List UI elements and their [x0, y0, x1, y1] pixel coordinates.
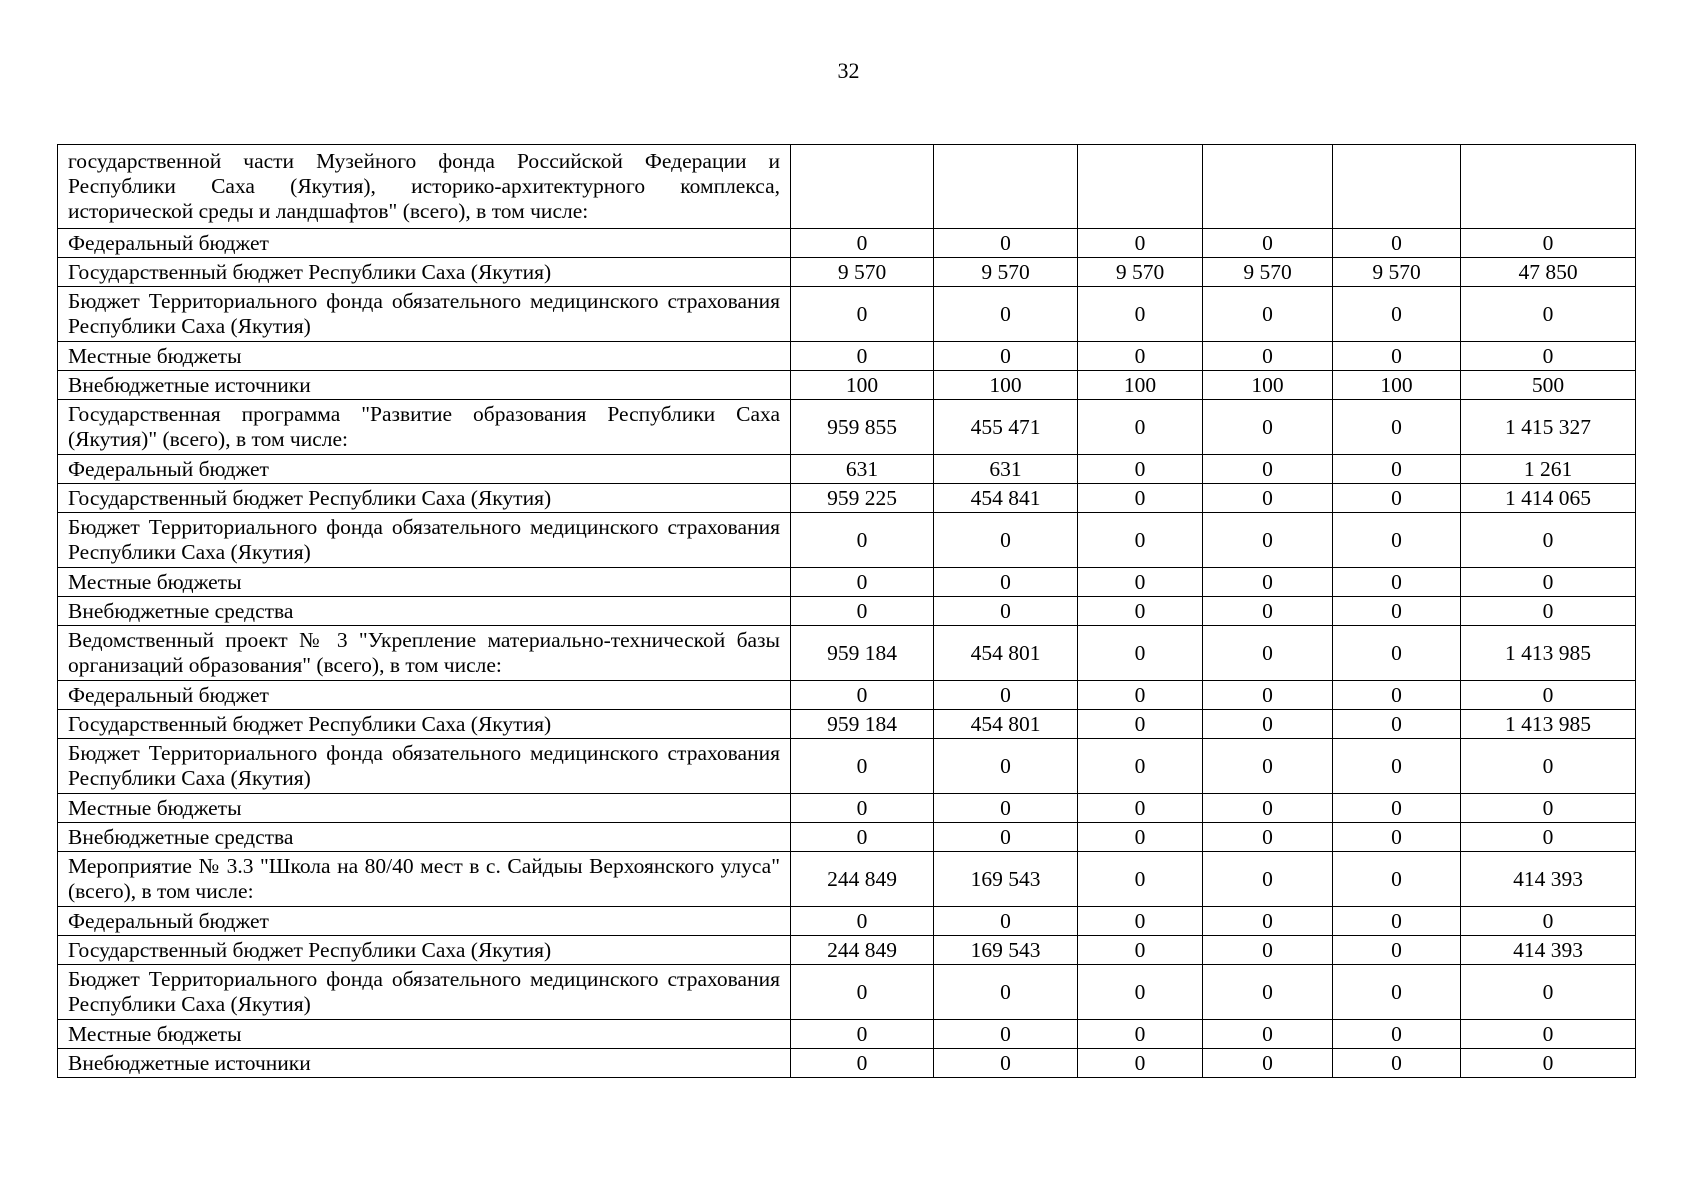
value-col-1: 100 — [791, 371, 934, 400]
row-label: Федеральный бюджет — [58, 681, 791, 710]
value-col-1: 959 225 — [791, 484, 934, 513]
row-label: Бюджет Территориального фонда обязательного медицинского страхования Республики Саха (Якутия) — [58, 287, 791, 342]
value-col-2: 631 — [934, 455, 1078, 484]
value-col-2: 0 — [934, 229, 1078, 258]
value-col-3: 0 — [1078, 823, 1203, 852]
value-col-1: 959 184 — [791, 626, 934, 681]
value-col-1: 0 — [791, 1020, 934, 1049]
table-row — [58, 965, 1636, 1020]
value-col-total: 1 413 985 — [1461, 626, 1636, 681]
table-row — [58, 794, 1636, 823]
value-col-4: 0 — [1203, 287, 1333, 342]
value-col-4: 0 — [1203, 681, 1333, 710]
value-col-5: 0 — [1333, 710, 1461, 739]
table-row — [58, 568, 1636, 597]
value-col-4 — [1203, 145, 1333, 229]
value-col-2: 169 543 — [934, 936, 1078, 965]
value-col-4: 9 570 — [1203, 258, 1333, 287]
value-col-4: 0 — [1203, 342, 1333, 371]
value-col-3: 0 — [1078, 484, 1203, 513]
row-label: Государственный бюджет Республики Саха (Якутия) — [58, 484, 791, 513]
value-col-1: 244 849 — [791, 852, 934, 907]
value-col-2: 0 — [934, 597, 1078, 626]
table-row — [58, 484, 1636, 513]
value-col-2: 454 801 — [934, 626, 1078, 681]
row-label: Государственный бюджет Республики Саха (Якутия) — [58, 936, 791, 965]
value-col-3: 0 — [1078, 342, 1203, 371]
value-col-5: 0 — [1333, 597, 1461, 626]
value-col-2: 0 — [934, 513, 1078, 568]
row-label: Государственный бюджет Республики Саха (Якутия) — [58, 258, 791, 287]
value-col-2: 100 — [934, 371, 1078, 400]
value-col-3: 0 — [1078, 229, 1203, 258]
value-col-2: 9 570 — [934, 258, 1078, 287]
value-col-5: 0 — [1333, 965, 1461, 1020]
value-col-3: 0 — [1078, 626, 1203, 681]
value-col-3: 0 — [1078, 710, 1203, 739]
value-col-total: 0 — [1461, 568, 1636, 597]
value-col-4: 0 — [1203, 597, 1333, 626]
value-col-2: 0 — [934, 965, 1078, 1020]
value-col-2: 0 — [934, 342, 1078, 371]
value-col-3: 9 570 — [1078, 258, 1203, 287]
value-col-total: 500 — [1461, 371, 1636, 400]
value-col-2: 454 801 — [934, 710, 1078, 739]
value-col-4: 0 — [1203, 1049, 1333, 1078]
value-col-4: 0 — [1203, 568, 1333, 597]
value-col-5: 0 — [1333, 1049, 1461, 1078]
value-col-total: 1 261 — [1461, 455, 1636, 484]
value-col-4: 0 — [1203, 484, 1333, 513]
row-label: Федеральный бюджет — [58, 907, 791, 936]
value-col-5: 0 — [1333, 484, 1461, 513]
row-label: Государственный бюджет Республики Саха (Якутия) — [58, 710, 791, 739]
page-number: 32 — [837, 58, 860, 83]
table-row — [58, 229, 1636, 258]
row-label: Мероприятие № 3.3 "Школа на 80/40 мест в с. Сайдыы Верхоянского улуса" (всего), в том числе: — [58, 852, 791, 907]
value-col-2: 0 — [934, 823, 1078, 852]
value-col-1: 244 849 — [791, 936, 934, 965]
value-col-total: 47 850 — [1461, 258, 1636, 287]
row-label: Ведомственный проект № 3 "Укрепление материально-технической базы организаций образования" (всего), в том числе: — [58, 626, 791, 681]
value-col-4: 0 — [1203, 513, 1333, 568]
value-col-3: 0 — [1078, 455, 1203, 484]
value-col-3: 0 — [1078, 1049, 1203, 1078]
table-row — [58, 681, 1636, 710]
row-label: Бюджет Территориального фонда обязательного медицинского страхования Республики Саха (Якутия) — [58, 513, 791, 568]
value-col-3: 0 — [1078, 1020, 1203, 1049]
value-col-4: 0 — [1203, 907, 1333, 936]
value-col-total: 0 — [1461, 965, 1636, 1020]
row-label: Федеральный бюджет — [58, 229, 791, 258]
value-col-2: 455 471 — [934, 400, 1078, 455]
value-col-2: 0 — [934, 794, 1078, 823]
value-col-1: 0 — [791, 342, 934, 371]
value-col-2 — [934, 145, 1078, 229]
row-label: Бюджет Территориального фонда обязательного медицинского страхования Республики Саха (Якутия) — [58, 739, 791, 794]
value-col-1: 0 — [791, 568, 934, 597]
value-col-5: 0 — [1333, 739, 1461, 794]
value-col-total: 0 — [1461, 1049, 1636, 1078]
value-col-3: 0 — [1078, 739, 1203, 794]
value-col-total: 1 413 985 — [1461, 710, 1636, 739]
value-col-total: 414 393 — [1461, 936, 1636, 965]
value-col-4: 0 — [1203, 936, 1333, 965]
table-row — [58, 852, 1636, 907]
value-col-3: 0 — [1078, 400, 1203, 455]
value-col-4: 100 — [1203, 371, 1333, 400]
table-row — [58, 936, 1636, 965]
row-label: Внебюджетные средства — [58, 823, 791, 852]
value-col-5: 0 — [1333, 681, 1461, 710]
value-col-total: 0 — [1461, 287, 1636, 342]
value-col-total: 0 — [1461, 513, 1636, 568]
value-col-total: 0 — [1461, 681, 1636, 710]
value-col-3: 0 — [1078, 852, 1203, 907]
value-col-2: 0 — [934, 907, 1078, 936]
value-col-3: 0 — [1078, 936, 1203, 965]
value-col-5: 0 — [1333, 455, 1461, 484]
value-col-total: 0 — [1461, 597, 1636, 626]
value-col-3: 0 — [1078, 287, 1203, 342]
table-row — [58, 287, 1636, 342]
value-col-total: 0 — [1461, 907, 1636, 936]
value-col-total: 0 — [1461, 229, 1636, 258]
value-col-total: 0 — [1461, 739, 1636, 794]
value-col-4: 0 — [1203, 794, 1333, 823]
value-col-1: 0 — [791, 739, 934, 794]
table-row — [58, 626, 1636, 681]
value-col-2: 169 543 — [934, 852, 1078, 907]
value-col-5: 0 — [1333, 936, 1461, 965]
value-col-5: 0 — [1333, 852, 1461, 907]
table-row — [58, 1049, 1636, 1078]
value-col-1: 631 — [791, 455, 934, 484]
budget-table — [57, 144, 1636, 1078]
value-col-total — [1461, 145, 1636, 229]
value-col-4: 0 — [1203, 455, 1333, 484]
value-col-1: 0 — [791, 597, 934, 626]
value-col-1: 959 184 — [791, 710, 934, 739]
value-col-5: 0 — [1333, 626, 1461, 681]
table-row — [58, 371, 1636, 400]
value-col-1: 0 — [791, 681, 934, 710]
value-col-2: 0 — [934, 739, 1078, 794]
table-row — [58, 739, 1636, 794]
value-col-2: 0 — [934, 1020, 1078, 1049]
value-col-5: 0 — [1333, 1020, 1461, 1049]
value-col-2: 0 — [934, 287, 1078, 342]
table-row — [58, 455, 1636, 484]
value-col-1: 0 — [791, 229, 934, 258]
value-col-1 — [791, 145, 934, 229]
value-col-4: 0 — [1203, 823, 1333, 852]
table-row — [58, 258, 1636, 287]
value-col-1: 0 — [791, 287, 934, 342]
row-label: государственной части Музейного фонда Российской Федерации и Республики Саха (Якутия), историко-архитектурного комплекса, исторической среды и ландшафтов" (всего), в том числе: — [58, 145, 791, 229]
row-label: Местные бюджеты — [58, 794, 791, 823]
value-col-4: 0 — [1203, 710, 1333, 739]
value-col-5: 0 — [1333, 342, 1461, 371]
value-col-1: 0 — [791, 794, 934, 823]
value-col-5: 0 — [1333, 400, 1461, 455]
table-row — [58, 513, 1636, 568]
value-col-total: 0 — [1461, 342, 1636, 371]
value-col-5: 0 — [1333, 794, 1461, 823]
value-col-3: 0 — [1078, 568, 1203, 597]
table-row — [58, 342, 1636, 371]
table-row — [58, 710, 1636, 739]
value-col-4: 0 — [1203, 965, 1333, 1020]
value-col-3: 0 — [1078, 597, 1203, 626]
value-col-1: 0 — [791, 965, 934, 1020]
value-col-2: 0 — [934, 1049, 1078, 1078]
value-col-3: 0 — [1078, 965, 1203, 1020]
value-col-1: 0 — [791, 1049, 934, 1078]
value-col-total: 1 415 327 — [1461, 400, 1636, 455]
value-col-total: 414 393 — [1461, 852, 1636, 907]
value-col-2: 454 841 — [934, 484, 1078, 513]
row-label: Федеральный бюджет — [58, 455, 791, 484]
value-col-total: 0 — [1461, 1020, 1636, 1049]
value-col-1: 9 570 — [791, 258, 934, 287]
row-label: Местные бюджеты — [58, 1020, 791, 1049]
value-col-5: 0 — [1333, 568, 1461, 597]
value-col-3: 0 — [1078, 907, 1203, 936]
table-row — [58, 1020, 1636, 1049]
row-label: Местные бюджеты — [58, 342, 791, 371]
value-col-3: 100 — [1078, 371, 1203, 400]
table-row — [58, 597, 1636, 626]
table-row — [58, 907, 1636, 936]
value-col-3: 0 — [1078, 513, 1203, 568]
value-col-1: 0 — [791, 513, 934, 568]
table-row — [58, 145, 1636, 229]
table-row — [58, 400, 1636, 455]
value-col-4: 0 — [1203, 852, 1333, 907]
value-col-5: 100 — [1333, 371, 1461, 400]
value-col-5: 0 — [1333, 229, 1461, 258]
value-col-2: 0 — [934, 568, 1078, 597]
value-col-2: 0 — [934, 681, 1078, 710]
value-col-4: 0 — [1203, 626, 1333, 681]
row-label: Внебюджетные источники — [58, 371, 791, 400]
value-col-3: 0 — [1078, 794, 1203, 823]
value-col-4: 0 — [1203, 739, 1333, 794]
value-col-5: 0 — [1333, 287, 1461, 342]
budget-table-body — [58, 145, 1636, 1078]
value-col-5: 0 — [1333, 513, 1461, 568]
value-col-total: 1 414 065 — [1461, 484, 1636, 513]
row-label: Местные бюджеты — [58, 568, 791, 597]
value-col-total: 0 — [1461, 794, 1636, 823]
table-row — [58, 823, 1636, 852]
value-col-3 — [1078, 145, 1203, 229]
row-label: Внебюджетные источники — [58, 1049, 791, 1078]
value-col-3: 0 — [1078, 681, 1203, 710]
row-label: Государственная программа "Развитие образования Республики Саха (Якутия)" (всего), в том числе: — [58, 400, 791, 455]
value-col-5: 0 — [1333, 823, 1461, 852]
value-col-5: 9 570 — [1333, 258, 1461, 287]
value-col-1: 0 — [791, 823, 934, 852]
row-label: Внебюджетные средства — [58, 597, 791, 626]
value-col-5: 0 — [1333, 907, 1461, 936]
value-col-1: 0 — [791, 907, 934, 936]
value-col-4: 0 — [1203, 400, 1333, 455]
row-label: Бюджет Территориального фонда обязательного медицинского страхования Республики Саха (Якутия) — [58, 965, 791, 1020]
value-col-5 — [1333, 145, 1461, 229]
value-col-4: 0 — [1203, 229, 1333, 258]
value-col-4: 0 — [1203, 1020, 1333, 1049]
value-col-total: 0 — [1461, 823, 1636, 852]
value-col-1: 959 855 — [791, 400, 934, 455]
